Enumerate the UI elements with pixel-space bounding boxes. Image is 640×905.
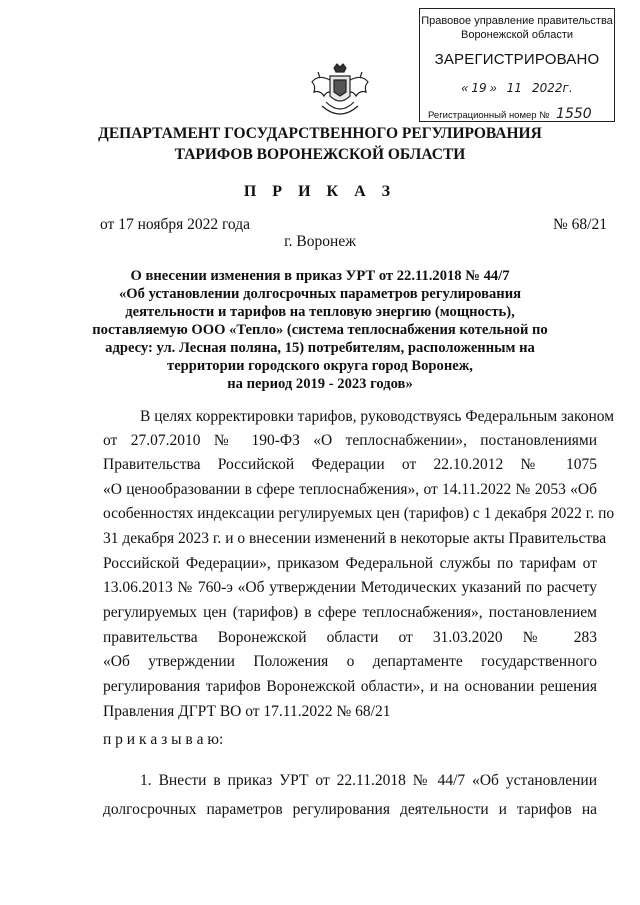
body-line: «О ценообразовании в сфере теплоснабжения», от 14.11.2022 № 2053 «Об (103, 481, 597, 498)
stamp-date: « 19 » 11 2022г. (461, 81, 573, 95)
department-name-line1: ДЕПАРТАМЕНТ ГОСУДАРСТВЕННОГО РЕГУЛИРОВАНИЯ (98, 125, 542, 142)
body-line: регулирования тарифов Воронежской области», и на основании решения (103, 678, 597, 695)
order-number: № 68/21 (553, 216, 607, 233)
stamp-org-line2: Воронежской области (460, 29, 573, 41)
city: г. Воронеж (284, 233, 356, 250)
stamp-reg-label: Регистрационный номер № (428, 110, 550, 121)
body-line: Правления ДГРТ ВО от 17.11.2022 № 68/21 (103, 703, 391, 720)
stamp-org-line1: Правовое управление правительства (421, 15, 613, 27)
item-line: 1. Внести в приказ УРТ от 22.11.2018 № 44/7 «Об установлении (140, 772, 597, 789)
subject-line: поставляемую ООО «Тепло» (система теплоснабжения котельной по (92, 322, 548, 338)
body-line: В целях корректировки тарифов, руководствуясь Федеральным законом (140, 408, 615, 425)
order-date: от 17 ноября 2022 года (100, 216, 251, 233)
subject-line: деятельности и тарифов на тепловую энергию (мощность), (125, 304, 515, 320)
stamp-date-day: 19 (471, 81, 487, 95)
stamp-date-year: 2022г. (531, 81, 573, 95)
body-line: Правительства Российской Федерации от 22.10.2012 № 1075 (103, 456, 597, 473)
body-line: Российской Федерации», приказом Федеральной службы по тарифам от (103, 555, 597, 572)
stamp-date-month: 11 (506, 81, 522, 95)
coat-of-arms-icon (304, 62, 376, 124)
subject-line: О внесении изменения в приказ УРТ от 22.11.2018 № 44/7 (130, 268, 510, 284)
department-name-line2: ТАРИФОВ ВОРОНЕЖСКОЙ ОБЛАСТИ (174, 146, 466, 163)
subject-line: «Об установлении долгосрочных параметров регулирования (118, 286, 521, 302)
subject-line: на период 2019 - 2023 годов» (227, 376, 413, 392)
body-line: «Об утверждении Положения о департаменте государственного (103, 653, 597, 670)
body-line: 13.06.2013 № 760-э «Об утверждении Методических указаний по расчету (103, 579, 597, 596)
stamp-status: ЗАРЕГИСТРИРОВАНО (434, 51, 600, 68)
document-type: П Р И К А З (243, 183, 397, 200)
subject-line: адресу: ул. Лесная поляна, 15) потребителям, расположенным на (105, 340, 535, 356)
body-line: регулируемых цен (тарифов) в сфере теплоснабжения», постановлением (103, 604, 597, 621)
registration-stamp (419, 8, 615, 122)
body-line: особенностях индексации регулируемых цен (тарифов) с 1 декабря 2022 г. по (103, 505, 615, 522)
decree-word: п р и к а з ы в а ю: (103, 731, 224, 748)
body-line: от 27.07.2010 № 190-ФЗ «О теплоснабжении», постановлениями (103, 432, 597, 449)
body-line: 31 декабря 2023 г. и о внесении изменений в некоторые акты Правительства (103, 530, 607, 547)
stamp-reg-line (428, 106, 592, 122)
item-line: долгосрочных параметров регулирования деятельности и тарифов на (103, 801, 597, 818)
body-line: правительства Воронежской области от 31.03.2020 № 283 (103, 629, 597, 646)
subject-line: территории городского округа город Воронеж, (167, 358, 473, 374)
stamp-reg-number: 1550 (556, 106, 592, 122)
